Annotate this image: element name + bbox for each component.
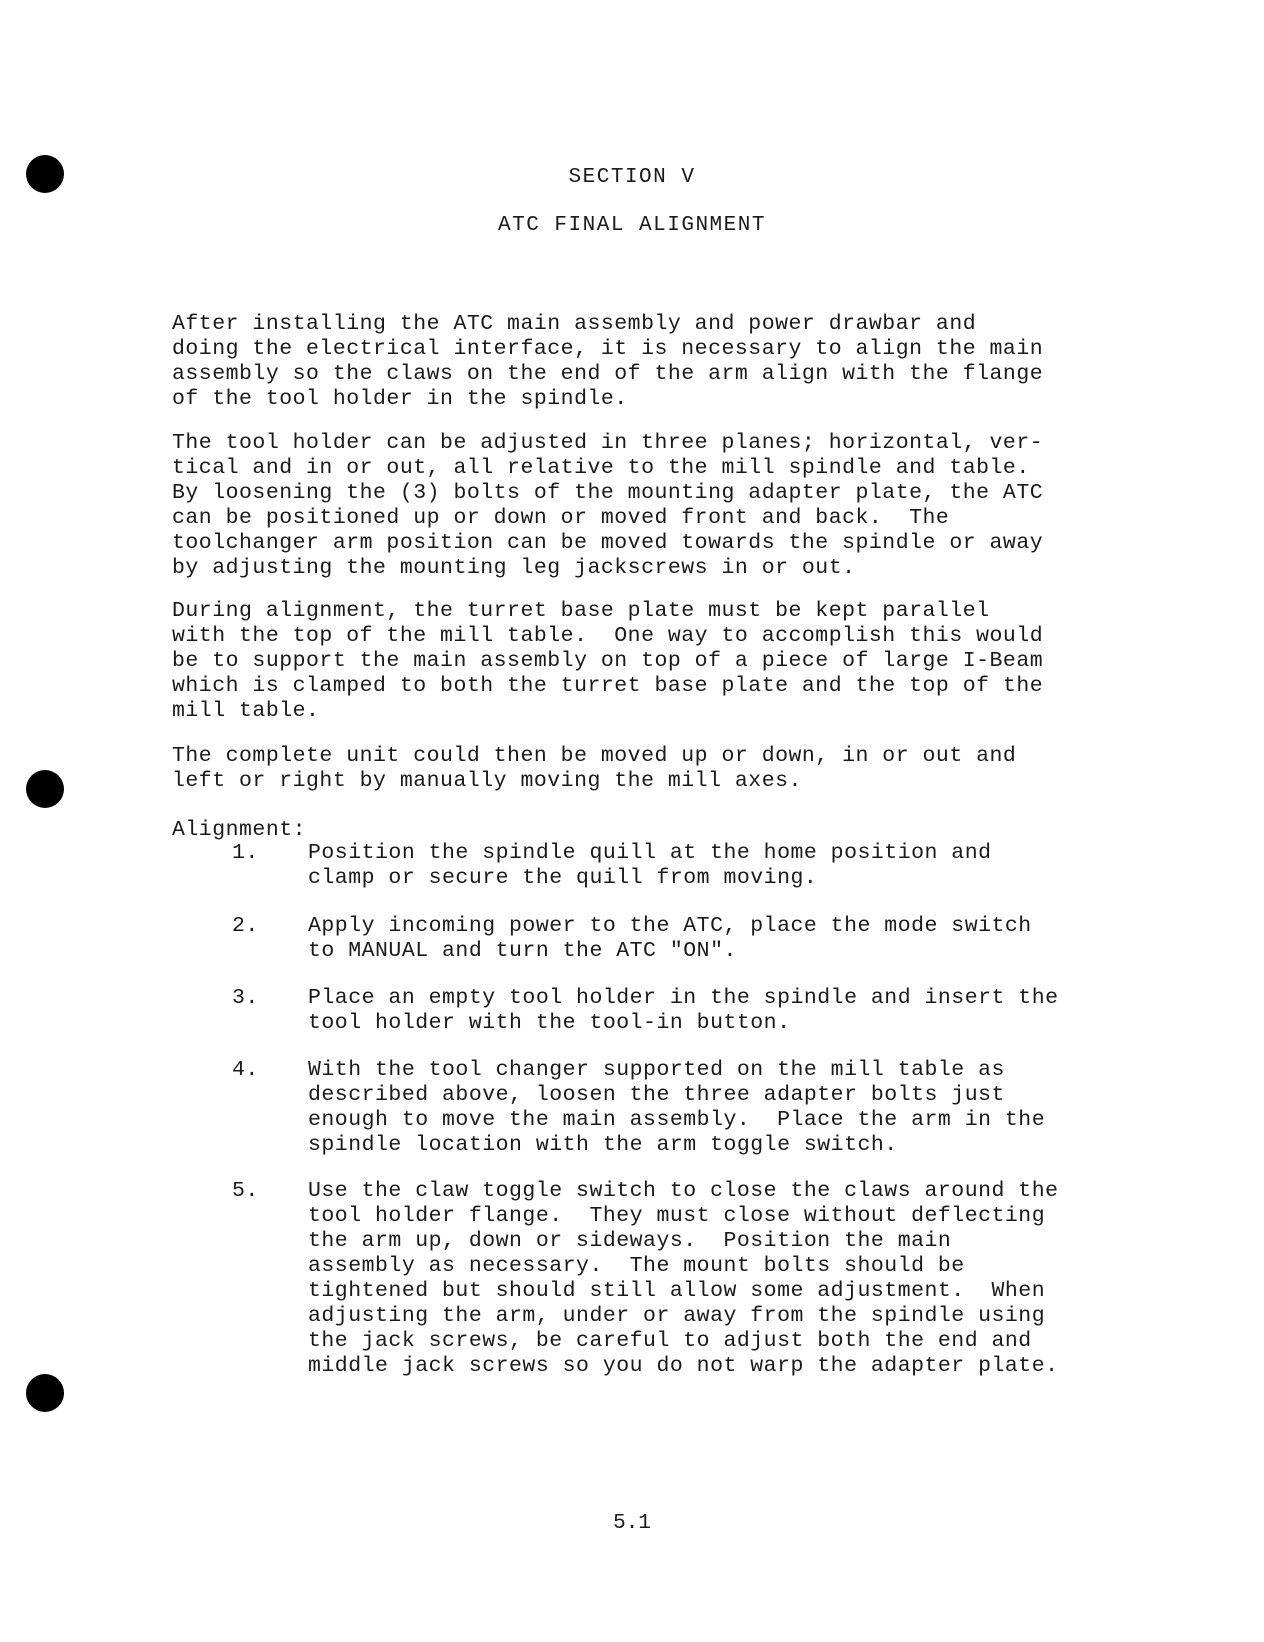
- step-number: 1.: [232, 841, 259, 865]
- page-title: ATC FINAL ALIGNMENT: [498, 214, 766, 237]
- step-number: 2.: [232, 914, 259, 938]
- paragraph-intro: After installing the ATC main assembly and power drawbar and doing the electrical interface, it is necessary to align the main assembly so the claws on the end of the arm align with the flange of the tool holder in the spindle.: [172, 312, 1044, 411]
- binder-hole-middle: [26, 770, 64, 808]
- paragraph-alignment-support: During alignment, the turret base plate must be kept parallel with the top of the mill table. One way to accomplish this would be to support the main assembly on top of a piece of large I-Beam which is clamped to both the turret base plate and the top of the mill table.: [172, 599, 1044, 723]
- step-number: 4.: [232, 1058, 259, 1082]
- paragraph-mill-axes: The complete unit could then be moved up or down, in or out and left or right by manually moving the mill axes.: [172, 744, 1017, 793]
- section-heading: SECTION V: [568, 166, 696, 189]
- step-text: Place an empty tool holder in the spindle and insert the tool holder with the tool-in button.: [308, 986, 1059, 1035]
- step-text: Position the spindle quill at the home position and clamp or secure the quill from moving.: [308, 841, 992, 890]
- step-text: With the tool changer supported on the mill table as described above, loosen the three adapter bolts just enough to move the main assembly. Place the arm in the spindle location with the arm toggle switch.: [308, 1058, 1046, 1157]
- binder-hole-bottom: [26, 1374, 64, 1412]
- step-text: Use the claw toggle switch to close the claws around the tool holder flange. They must close without deflecting the arm up, down or sideways. Position the main assembly as necessary. The mount bolts should be tightened but should still allow some adjustment. When adjusting the arm, under or away from the spindle using the jack screws, be careful to adjust both the end and middle jack screws so you do not warp the adapter plate.: [308, 1179, 1059, 1378]
- paragraph-adjustment: The tool holder can be adjusted in three planes; horizontal, ver- tical and in or out, all relative to the mill spindle and table. By loosening the (3) bolts of the mounting adapter plate, the ATC can be positioned up or down or moved front and back. The toolchanger arm position can be moved towards the spindle or away by adjusting the mounting leg jackscrews in or out.: [172, 431, 1044, 580]
- step-number: 5.: [232, 1179, 259, 1203]
- alignment-heading: Alignment:: [172, 818, 307, 842]
- page-number: 5.1: [613, 1512, 651, 1535]
- step-number: 3.: [232, 986, 259, 1010]
- step-text: Apply incoming power to the ATC, place the mode switch to MANUAL and turn the ATC "ON".: [308, 914, 1032, 963]
